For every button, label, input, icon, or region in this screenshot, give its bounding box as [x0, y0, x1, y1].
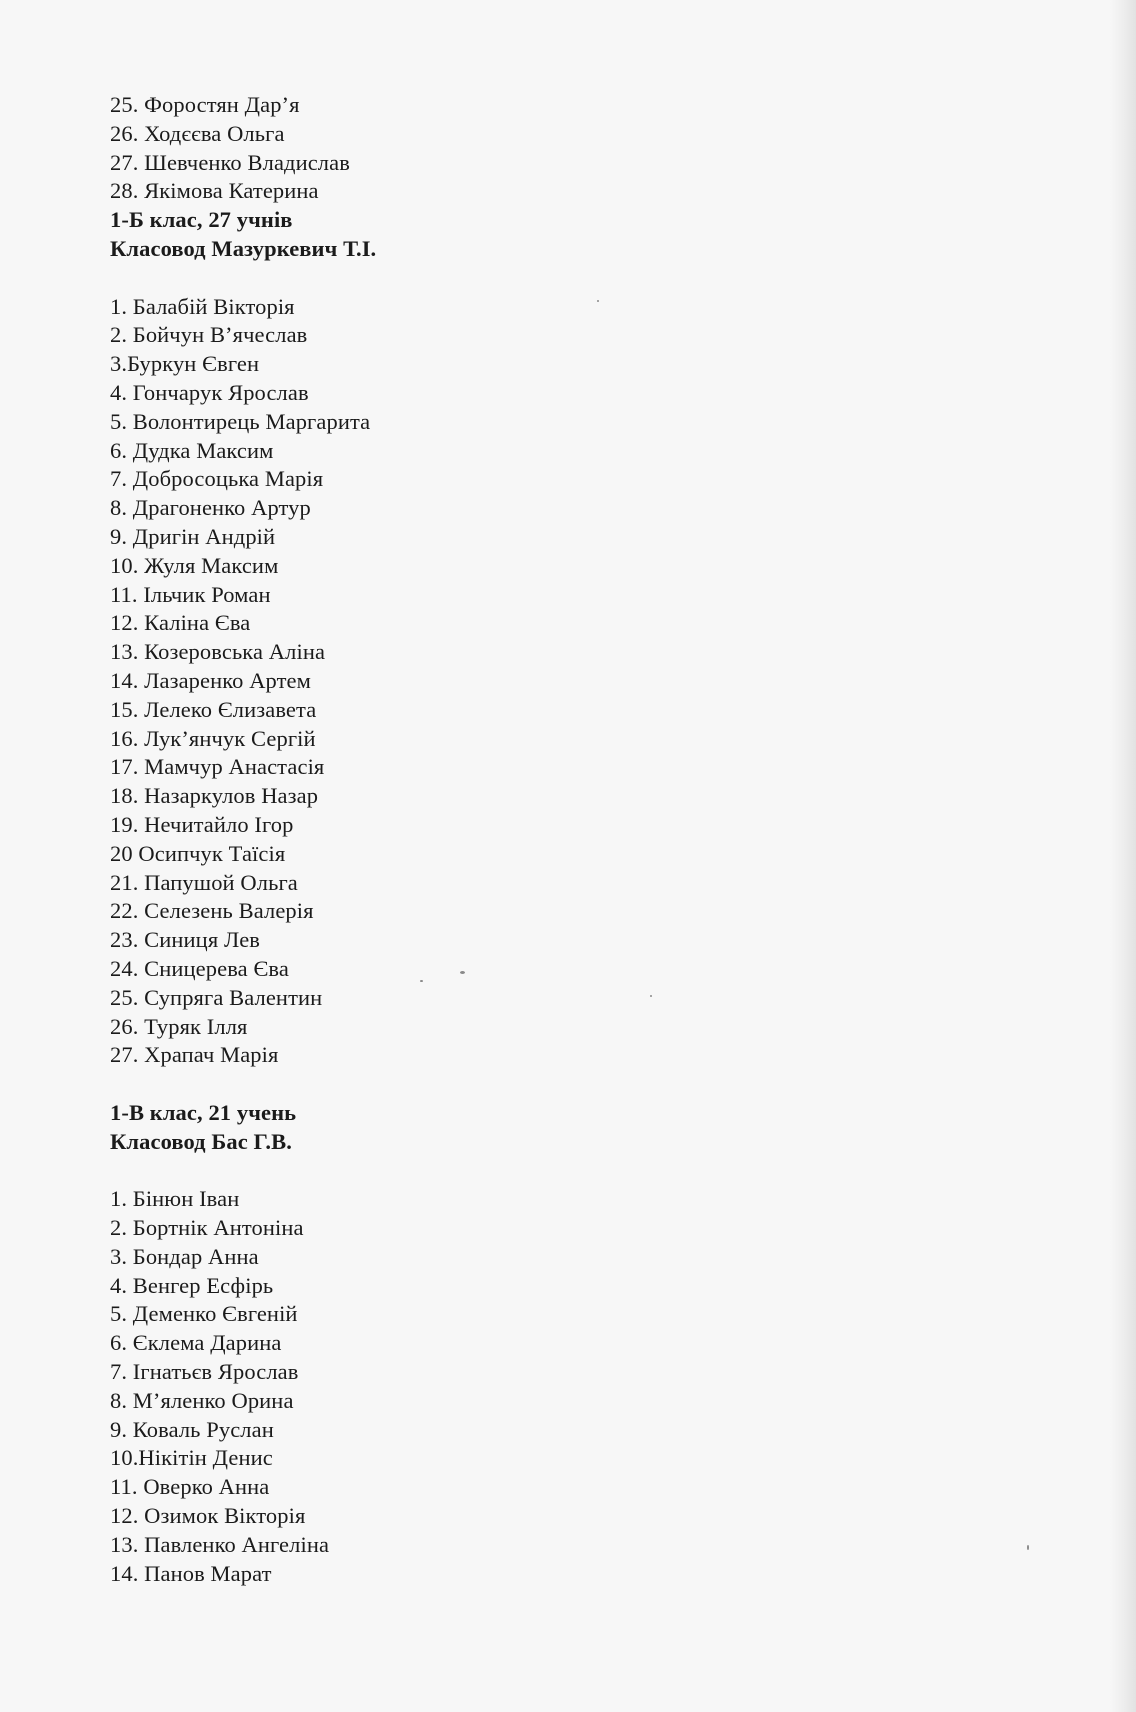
list-item: 7. Ігнатьєв Ярослав [110, 1359, 299, 1385]
list-item: 16. Лук’янчук Сергій [110, 725, 316, 751]
list-item: 15. Лелеко Єлизавета [110, 696, 317, 722]
class-b-student-list [110, 293, 1010, 1071]
list-item: 6. Єклема Дарина [110, 1330, 282, 1356]
list-item: 13. Павленко Ангеліна [110, 1531, 330, 1557]
list-item: 20 Осипчук Таїсія [110, 840, 286, 866]
list-item: 2. Бортнік Антоніна [110, 1215, 304, 1241]
class-c-heading: 1-В клас, 21 учень [110, 1099, 297, 1125]
list-item: 21. Папушой Ольга [110, 869, 298, 895]
list-item: 4. Венгер Есфірь [110, 1272, 274, 1298]
class-b-heading: 1-Б клас, 27 учнів [110, 207, 293, 233]
section-a-tail-list [110, 91, 1010, 206]
scan-speck [650, 995, 652, 997]
list-item: 27. Храпач Марія [110, 1042, 279, 1068]
list-item: 27. Шевченко Владислав [110, 149, 350, 175]
list-item: 24. Сницерева Єва [110, 955, 289, 981]
list-item: 19. Нечитайло Ігор [110, 811, 294, 837]
class-b-teacher: Класовод Мазуркевич Т.І. [110, 235, 377, 261]
list-item: 23. Синиця Лев [110, 927, 261, 953]
list-item: 18. Назаркулов Назар [110, 783, 319, 809]
list-item: 1. Бінюн Іван [110, 1186, 240, 1212]
list-item: 11. Оверко Анна [110, 1474, 270, 1500]
list-item: 8. М’яленко Орина [110, 1387, 294, 1413]
list-item: 9. Дригін Андрій [110, 523, 276, 549]
list-item: 17. Мамчур Анастасія [110, 754, 325, 780]
list-item: 25. Форостян Дар’я [110, 92, 300, 117]
list-item: 9. Коваль Руслан [110, 1416, 274, 1442]
scan-speck [420, 980, 423, 982]
scan-speck [597, 300, 599, 302]
list-item: 3. Бондар Анна [110, 1243, 259, 1269]
list-item: 3.Буркун Євген [110, 351, 260, 377]
spacer [110, 1156, 1010, 1185]
list-item: 12. Озимок Вікторія [110, 1503, 306, 1529]
list-item: 10.Нікітін Денис [110, 1445, 273, 1471]
list-item: 14. Лазаренко Артем [110, 667, 311, 693]
list-item: 12. Каліна Єва [110, 610, 251, 636]
list-item: 13. Козеровська Аліна [110, 639, 326, 665]
list-item: 8. Драгоненко Артур [110, 495, 311, 521]
list-item: 11. Ільчик Роман [110, 581, 271, 607]
list-item: 14. Панов Марат [110, 1560, 272, 1586]
class-c-student-list [110, 1185, 1010, 1588]
list-item: 22. Селезень Валерія [110, 898, 314, 924]
class-c-teacher: Класовод Бас Г.В. [110, 1128, 292, 1154]
list-item: 2. Бойчун В’ячеслав [110, 322, 308, 348]
list-item: 10. Жуля Максим [110, 552, 279, 578]
list-item: 28. Якімова Катерина [110, 178, 319, 204]
list-item: 25. Супряга Валентин [110, 984, 323, 1010]
list-item: 26. Туряк Ілля [110, 1013, 248, 1039]
scan-speck [1027, 1545, 1029, 1550]
spacer [110, 264, 1010, 293]
list-item: 5. Деменко Євгеній [110, 1301, 298, 1327]
spacer [110, 1070, 1010, 1099]
list-item: 5. Волонтирець Маргарита [110, 408, 371, 434]
document-page [110, 91, 1010, 1588]
list-item: 26. Ходєєва Ольга [110, 120, 285, 146]
list-item: 6. Дудка Максим [110, 437, 274, 463]
scan-edge-shadow [1110, 0, 1136, 1712]
scan-speck [460, 971, 465, 974]
list-item: 7. Добросоцька Марія [110, 466, 324, 492]
list-item: 4. Гончарук Ярослав [110, 379, 309, 405]
list-item: 1. Балабій Вікторія [110, 293, 295, 319]
